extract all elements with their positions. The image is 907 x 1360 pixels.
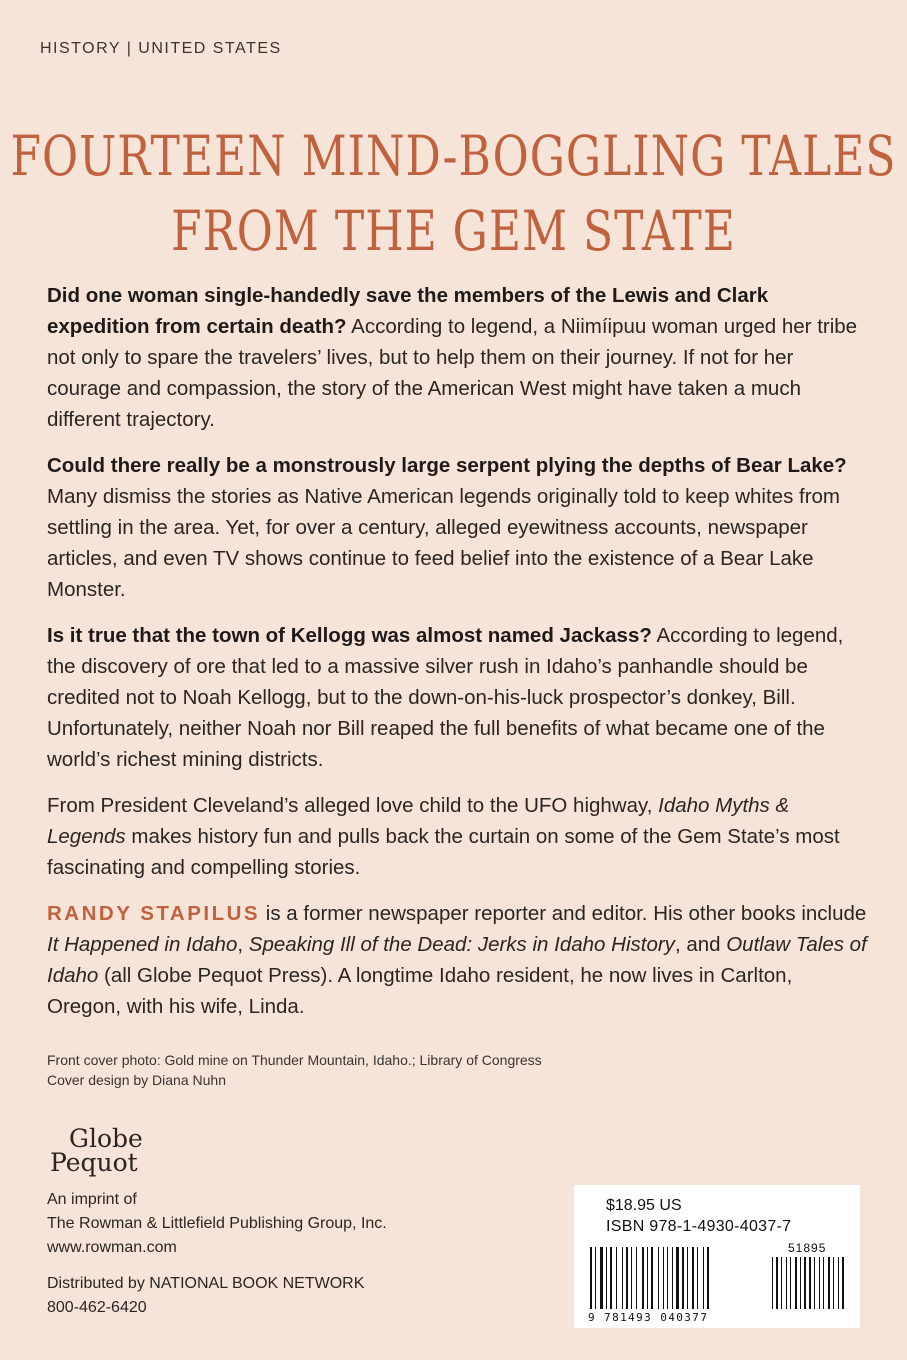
barcode-bar xyxy=(786,1257,787,1309)
barcode-bar xyxy=(833,1257,834,1309)
author-book-1: It Happened in Idaho xyxy=(47,933,238,956)
author-name: RANDY STAPILUS xyxy=(47,902,261,925)
imprint-label: An imprint of xyxy=(47,1191,137,1208)
barcode-bar xyxy=(772,1257,773,1309)
barcode-bar xyxy=(809,1257,811,1309)
logo-line-1: Globe xyxy=(69,1124,143,1153)
paragraph-1-question: Did one woman single-handedly save the members of the Lewis and Clark expedition from certain death? xyxy=(47,284,769,338)
barcode-bar xyxy=(697,1247,698,1309)
barcode-bar xyxy=(616,1247,617,1309)
barcode-bar xyxy=(828,1257,830,1309)
description xyxy=(47,280,872,1037)
author-book-3: Outlaw Tales of Idaho xyxy=(47,933,867,987)
headline-line-1: FOURTEEN MIND-BOGGLING TALES xyxy=(10,125,897,189)
barcode-bar xyxy=(647,1247,648,1309)
author-bio-end: (all Globe Pequot Press). A longtime Idaho resident, he now lives in Carlton, Oregon, with his wife, Linda. xyxy=(47,964,793,1018)
barcode-bar xyxy=(676,1247,679,1309)
barcode-supplement-number: 51895 xyxy=(788,1241,827,1255)
publisher-name: The Rowman & Littlefield Publishing Group, Inc. xyxy=(47,1215,387,1232)
barcode-bar xyxy=(776,1257,778,1309)
barcode-box xyxy=(574,1185,860,1328)
barcode-bar xyxy=(707,1247,709,1309)
barcode-bar xyxy=(703,1247,704,1309)
barcode-bar xyxy=(790,1257,791,1309)
barcode-bar xyxy=(590,1247,592,1309)
barcode-digits: 9 781493 040377 xyxy=(588,1311,709,1324)
paragraph-4-text-b: makes history fun and pulls back the curtain on some of the Gem State’s most fascinating and compelling stories. xyxy=(47,825,840,879)
design-credit: Cover design by Diana Nuhn xyxy=(47,1072,226,1088)
barcode-bar xyxy=(819,1257,820,1309)
headline xyxy=(0,120,907,270)
category-label: HISTORY | UNITED STATES xyxy=(40,40,282,57)
barcode-bar xyxy=(651,1247,653,1309)
barcode-bar xyxy=(626,1247,628,1309)
barcode-bar xyxy=(682,1247,684,1309)
publisher-website: www.rowman.com xyxy=(47,1239,177,1256)
paragraph-3-question: Is it true that the town of Kellogg was almost named Jackass? xyxy=(47,624,652,647)
barcode-bar xyxy=(687,1247,688,1309)
barcode-bar xyxy=(692,1247,694,1309)
barcode-bar xyxy=(600,1247,603,1309)
paragraph-1 xyxy=(47,280,872,435)
barcode-bar xyxy=(823,1257,824,1309)
phone-number: 800-462-6420 xyxy=(47,1299,147,1316)
barcode-bar xyxy=(814,1257,815,1309)
author-book-2: Speaking Ill of the Dead: Jerks in Idaho History xyxy=(248,933,675,956)
barcode-bar xyxy=(672,1247,673,1309)
barcode-bar xyxy=(606,1247,607,1309)
barcode-bar xyxy=(838,1257,839,1309)
barcode-bar xyxy=(800,1257,801,1309)
barcode-bar xyxy=(781,1257,782,1309)
barcode-bar xyxy=(804,1257,806,1309)
barcode-bar xyxy=(636,1247,637,1309)
barcode-bar xyxy=(663,1247,664,1309)
globe-pequot-logo xyxy=(50,1124,143,1177)
paragraph-4 xyxy=(47,790,872,883)
barcode-bar xyxy=(642,1247,644,1309)
distributor: Distributed by NATIONAL BOOK NETWORK xyxy=(47,1275,365,1292)
barcode-bar xyxy=(667,1247,668,1309)
publisher-info xyxy=(47,1188,387,1320)
barcode-bar xyxy=(658,1247,659,1309)
book-title: Idaho Myths & Legends xyxy=(47,794,790,848)
author-bio-text: is a former newspaper reporter and editor. His other books include xyxy=(260,902,867,925)
paragraph-2 xyxy=(47,450,872,605)
barcode-icon xyxy=(574,1185,860,1328)
photo-credit: Front cover photo: Gold mine on Thunder Mountain, Idaho.; Library of Congress xyxy=(47,1052,542,1068)
logo-line-2: Pequot xyxy=(50,1148,138,1177)
price: $18.95 US xyxy=(606,1197,682,1214)
paragraph-2-question: Could there really be a monstrously large serpent plying the depths of Bear Lake? xyxy=(47,454,847,477)
barcode-bar xyxy=(595,1247,596,1309)
paragraph-3 xyxy=(47,620,872,775)
paragraph-1-text: According to legend, a Niimíipuu woman urged her tribe not only to spare the travelers’ lives, but to help them on their journey. If not for her courage and compassion, the story of the American West might have taken a much different trajectory. xyxy=(47,315,858,431)
isbn: ISBN 978-1-4930-4037-7 xyxy=(606,1218,792,1235)
barcode-bar xyxy=(631,1247,632,1309)
cover-credits xyxy=(47,1050,542,1090)
paragraph-3-text: According to legend, the discovery of ore that led to a massive silver rush in Idaho’s panhandle should be credited not to Noah Kellogg, but to the down-on-his-luck prospector’s donkey, Bill. Unfortunately, neither Noah nor Bill reaped the full benefits of what became one of the world’s richest mining districts. xyxy=(47,624,844,771)
paragraph-4-text-a: From President Cleveland’s alleged love child to the UFO highway, xyxy=(47,794,659,817)
author-bio-sep: , xyxy=(237,933,249,956)
barcode-bar xyxy=(795,1257,797,1309)
barcode-bar xyxy=(622,1247,623,1309)
barcode-bar xyxy=(610,1247,612,1309)
barcode-bar xyxy=(842,1257,844,1309)
author-bio xyxy=(47,898,872,1022)
author-bio-sep-2: , and xyxy=(674,933,727,956)
headline-line-2: FROM THE GEM STATE xyxy=(171,200,736,264)
paragraph-2-text: Many dismiss the stories as Native American legends originally told to keep whites from settling in the area. Yet, for over a century, alleged eyewitness accounts, newspaper articles, and even TV shows continue to feed belief into the existence of a Bear Lake Monster. xyxy=(47,485,841,601)
